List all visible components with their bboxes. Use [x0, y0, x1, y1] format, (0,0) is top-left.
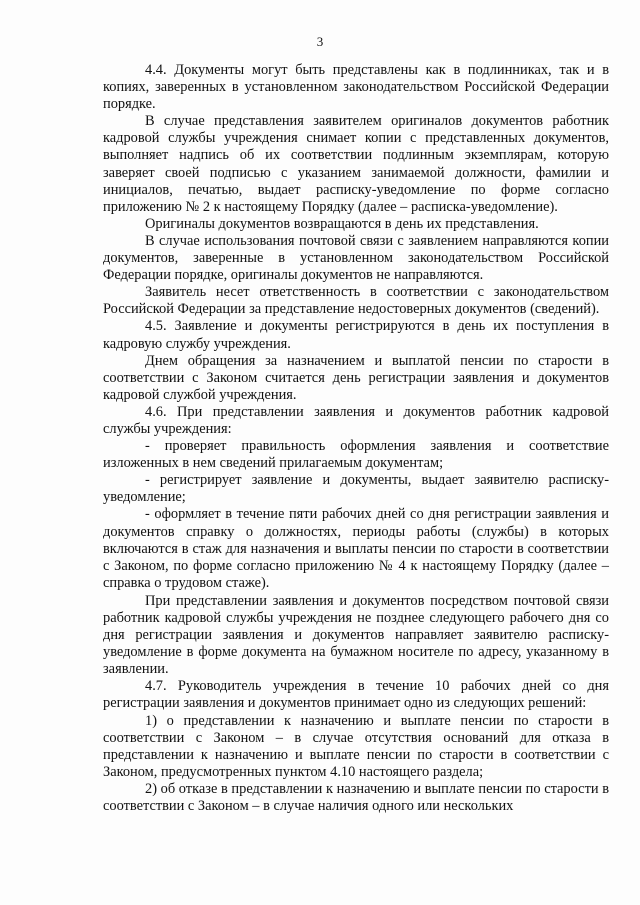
paragraph-postal: В случае использования почтовой связи с заявлением направляются копии документов, заверенные в установленном законодательством Российской Федерации порядке, оригиналы документов не направляются.	[103, 232, 609, 284]
list-item-certificate: - оформляет в течение пяти рабочих дней со дня регистрации заявления и документов справку о должностях, периоды работы (службы) в которых включаются в стаж для назначения и выплаты пенсии по старости в соответствии с Законом, по форме согласно приложению № 4 к настоящему Порядку (далее – справка о трудовом стаже).	[103, 506, 609, 591]
paragraph-application-day: Днем обращения за назначением и выплатой пенсии по старости в соответствии с Законом считается день регистрации заявления и документов кадровой службой учреждения.	[103, 352, 609, 403]
paragraph-4-4: 4.4. Документы могут быть представлены как в подлинниках, так и в копиях, заверенных в установленном законодательством Российской Федерации порядке.	[103, 62, 609, 113]
paragraph-4-6: 4.6. При представлении заявления и документов работник кадровой службы учреждения:	[103, 403, 609, 437]
paragraph-originals-copies: В случае представления заявителем оригиналов документов работник кадровой службы учреждения снимает копии с представленных документов, выполняет надпись об их соответствии подлинным экземплярам, которую заверяет своей подписью с указанием занимаемой должности, фамилии и инициалов, печатью, выдает расписку-уведомление по форме согласно приложению № 2 к настоящему Порядку (далее – расписка-уведомление).	[103, 113, 609, 215]
paragraph-4-5: 4.5. Заявление и документы регистрируются в день их поступления в кадровую службу учреждения.	[103, 318, 609, 352]
list-item-checks: - проверяет правильность оформления заявления и соответствие изложенных в нем сведений прилагаемым документам;	[103, 438, 609, 472]
paragraph-responsibility: Заявитель несет ответственность в соответствии с законодательством Российской Федерации за представление недостоверных документов (сведений).	[103, 284, 609, 318]
list-item-registers: - регистрирует заявление и документы, выдает заявителю расписку-уведомление;	[103, 472, 609, 506]
paragraph-4-7: 4.7. Руководитель учреждения в течение 10 рабочих дней со дня регистрации заявления и документов принимает одно из следующих решений:	[103, 678, 609, 712]
paragraph-postal-notice: При представлении заявления и документов посредством почтовой связи работник кадровой службы учреждения не позднее следующего рабочего дня со дня регистрации заявления и документов направляет заявителю расписку-уведомление в форме документа на бумажном носителе по адресу, указанному в заявлении.	[103, 592, 609, 678]
paragraph-originals-returned: Оригиналы документов возвращаются в день их представления.	[145, 215, 539, 232]
list-item-decision-1: 1) о представлении к назначению и выплате пенсии по старости в соответствии с Законом – в случае отсутствия оснований для отказа в представлении к назначению и выплате пенсии по старости в соответствии с Законом, предусмотренных пунктом 4.10 настоящего раздела;	[103, 712, 609, 780]
document-body	[103, 62, 609, 815]
list-item-decision-2: 2) об отказе в представлении к назначению и выплате пенсии по старости в соответствии с Законом – в случае наличия одного или нескольких	[103, 780, 609, 815]
page-number: 3	[316, 34, 324, 49]
